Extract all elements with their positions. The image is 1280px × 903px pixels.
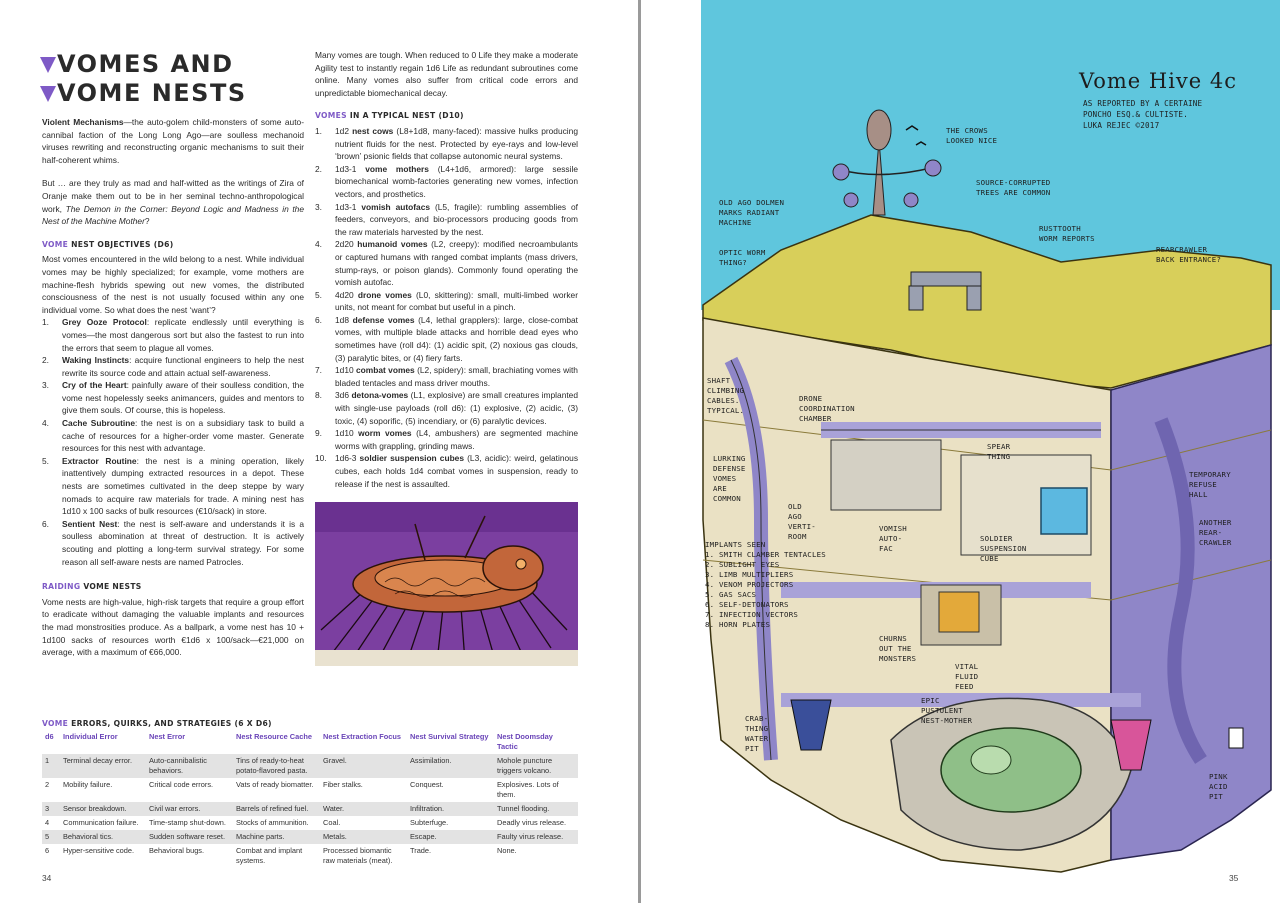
item-number: 9. [315, 428, 322, 439]
implants-list [705, 540, 826, 630]
item-number: 2. [315, 163, 322, 174]
table-cell: Sensor breakdown. [60, 802, 146, 816]
label-line: OPTIC WORM [719, 248, 766, 257]
implant-item: 5. GAS SACS [705, 590, 757, 599]
table-cell: Auto-cannibalistic behaviors. [146, 754, 233, 778]
label-rusttooth [1039, 224, 1095, 244]
dice-count: 2d20 [335, 239, 358, 250]
table-cell: Time-stamp shut-down. [149, 818, 226, 827]
table-cell: 3 [42, 802, 60, 816]
vome-type-name: drone vomes [357, 289, 412, 300]
label-line: REFUSE [1189, 480, 1217, 489]
label-line: SPEAR [987, 442, 1011, 451]
item-number: 4. [315, 239, 322, 250]
objectives-intro: Most vomes encountered in the wild belong to a nest. While individual vomes may be highly specialized; for example, vome mothers are machine-flesh hybrids spewing out new vomes, the distributed consciousness of the nest is not usually focused within any one individual vome. So what does the nest ‘want’? [42, 254, 304, 315]
table-cell: Escape. [407, 830, 494, 844]
errors-heading-rest: ERRORS, QUIRKS, AND STRATEGIES (6 X D6) [68, 719, 272, 728]
table-header-row [42, 730, 578, 754]
table-cell: Faulty virus release. [494, 830, 578, 844]
vome-type-text: (L4, ambushers) are segmented machine worms with grappling, grinding maws. [335, 428, 579, 451]
table-cell: Behavioral tics. [60, 830, 146, 844]
objective-item [42, 455, 304, 518]
item-number: 6. [315, 314, 322, 325]
vome-type-name: nest cows [352, 125, 394, 136]
vome-type-name: detona-vomes [351, 390, 409, 401]
label-line: SUSPENSION [980, 544, 1027, 553]
triangle-bullet-icon [40, 57, 56, 73]
label-line: THE CROWS [946, 126, 988, 135]
table-cell: 5 [42, 830, 60, 844]
label-trees [976, 178, 1050, 198]
table-cell: Behavioral bugs. [149, 846, 205, 855]
label-line: OUT THE [879, 644, 912, 653]
label-line: WORM REPORTS [1039, 234, 1095, 243]
label-line: AGO [788, 512, 802, 521]
label-line: FLUID [955, 672, 979, 681]
raiding-heading [42, 581, 304, 594]
label-line: TEMPORARY [1189, 470, 1231, 479]
item-number: 3. [315, 201, 322, 212]
label-line: ROOM [788, 532, 807, 541]
vome-illustration [315, 502, 578, 666]
label-pink-acid-pit [1209, 772, 1228, 802]
objective-text: : replicate endlessly until everything is vomes—the most dangerous sort but also the fastest to run into the errors that seem to plague all vomes. [62, 317, 304, 353]
label-line: CLIMBING [707, 386, 745, 395]
label-line: REAR- [1199, 528, 1223, 537]
intro-text: —the auto-golem child-monsters of some auto-cannibal faction of the Long Long Ago—are soulless mechanoid viruses rewriting and reconstructing organic mechanisms to suit their half-coherent whims. [42, 117, 304, 165]
label-soldier-cube [980, 534, 1027, 564]
objective-text: : the nest is on a subsidiary task to build a cache of resources for a higher-order vome master. Generate resources for this nest with advantage. [62, 418, 304, 454]
label-line: EPIC [921, 696, 940, 705]
dice-count: 1d10 [335, 428, 359, 439]
vome-type-name: worm vomes [358, 428, 412, 439]
item-number: 10. [315, 453, 327, 464]
objective-item [42, 417, 304, 455]
typical-vome-item [315, 201, 578, 239]
table-cell: Hyper-sensitive code. [63, 846, 135, 855]
label-line: CABLES. [707, 396, 740, 405]
page-title [40, 50, 247, 108]
label-line: THING? [719, 258, 747, 267]
objective-name: Cache Subroutine [62, 418, 136, 429]
label-verti-room [788, 502, 816, 542]
zira-end: ? [144, 216, 150, 227]
table-cell: Communication failure. [63, 818, 139, 827]
typical-vome-item [315, 364, 578, 389]
table-cell: Subterfuge. [410, 818, 449, 827]
zira-paragraph [42, 177, 304, 227]
hive-credit-line: LUKA REJEC ©2017 [1083, 121, 1160, 130]
dice-count: 1d10 [335, 365, 357, 376]
table-cell: Mobility failure. [63, 780, 113, 789]
label-line: COORDINATION [799, 404, 855, 413]
label-line: PIT [745, 744, 759, 753]
label-line: AUTO- [879, 534, 903, 543]
objective-text: : acquire functional engineers to help the nest rewrite its source code and attain actual self-awareness. [62, 355, 304, 378]
label-rearcrawler [1156, 245, 1221, 265]
objectives-heading-accent: VOME [42, 239, 69, 249]
label-lurking [713, 454, 746, 504]
label-line: FEED [955, 682, 974, 691]
vome-type-text: (L5, fragile): rumbling assemblies of feeders, conveyors, and bio-processors producing goods from the raw materials harvested by the nest. [335, 201, 578, 237]
label-line: LURKING [713, 454, 746, 463]
label-line: CRAB- [745, 714, 769, 723]
table-column-header: Individual Error [63, 732, 118, 741]
label-line: REARCRAWLER [1156, 245, 1208, 254]
table-row [42, 844, 578, 868]
typical-vome-item [315, 289, 578, 314]
table-row [42, 830, 578, 844]
dice-count: 1d8 [335, 314, 353, 325]
label-line: MACHINE [719, 218, 752, 227]
implant-item: 8. HORN PLATES [705, 620, 771, 629]
label-line: OLD AGO DOLMEN [719, 198, 785, 207]
dice-count: 1d6-3 [335, 453, 360, 464]
label-crows [946, 126, 997, 146]
intro-lead: Violent Mechanisms [42, 117, 124, 127]
typical-vome-item [315, 389, 578, 427]
label-line: ACID [1209, 782, 1228, 791]
typical-vome-item [315, 125, 578, 163]
vome-type-name: vomish autofacs [361, 201, 431, 212]
label-crab-thing-pit [745, 714, 768, 754]
label-line: LOOKED NICE [946, 136, 998, 145]
page-number-right: 35 [1229, 873, 1239, 883]
vome-type-name: combat vomes [356, 365, 415, 376]
objective-item [42, 518, 304, 568]
table-cell: None. [497, 846, 517, 855]
table-cell: Sudden software reset. [146, 830, 233, 844]
vome-type-text: (L0, skittering): small, multi-limbed worker units, not meant for combat but useful in a pinch. [335, 289, 578, 313]
label-vital-fluid [955, 662, 978, 692]
item-number: 5. [42, 455, 49, 466]
table-cell: Tunnel flooding. [494, 802, 578, 816]
table-cell: Conquest. [410, 780, 444, 789]
objectives-heading [42, 239, 304, 252]
item-number: 1. [42, 317, 49, 328]
label-line: NEST-MOTHER [921, 716, 973, 725]
zira-text: But … are they truly as mad and half-witted as the writings of Zira of Oranje make them out to be in her seminal techno-anthropological work, [42, 178, 304, 214]
table-cell: Tins of ready-to-heat potato-flavored pasta. [233, 754, 320, 778]
table-cell: 1 [42, 754, 60, 778]
typical-heading-rest: IN A TYPICAL NEST (D10) [346, 111, 464, 121]
item-number: 3. [42, 380, 49, 391]
table-cell: Critical code errors. [149, 780, 214, 789]
label-line: CUBE [980, 554, 999, 563]
objective-text: : the nest is self-aware and understands it is a soulless abomination at threat of destruction. It is actively scouting and plotting a long-term survival strategy. For some reason all self-aware nests are named Patrocles. [62, 518, 304, 567]
table-cell: 6 [45, 846, 50, 855]
label-dolmen [719, 198, 784, 228]
label-line: MONSTERS [879, 654, 917, 663]
implant-item: 1. SMITH CLAMBER TENTACLES [705, 550, 826, 559]
implant-item: 2. SUBLIGHT EYES [705, 560, 780, 569]
left-page [0, 0, 638, 903]
dice-count: 1d3-1 [335, 201, 362, 212]
label-line: VITAL [955, 662, 979, 671]
table-body [42, 754, 578, 868]
objective-name: Sentient Nest [62, 518, 118, 529]
table-cell: Civil war errors. [146, 802, 233, 816]
implants-title: IMPLANTS SEEN [705, 540, 766, 549]
label-another-rearcrawler [1199, 518, 1232, 548]
table-cell: Machine parts. [233, 830, 320, 844]
errors-heading-accent: VOME [42, 719, 69, 728]
spider-vome-drawing [315, 502, 578, 666]
label-optic-worm [719, 248, 766, 268]
table-cell: Infiltration. [407, 802, 494, 816]
table-cell: Combat and implant systems. [236, 846, 303, 865]
objective-item [42, 354, 304, 379]
table-cell: Water. [320, 802, 407, 816]
item-number: 7. [315, 365, 322, 376]
dice-count: 1d2 [335, 125, 353, 136]
hive-credit-line: PONCHO ESQ.& CULTISTE. [1083, 110, 1188, 119]
column-left [42, 116, 304, 670]
vome-type-name: defense vomes [352, 314, 415, 325]
table-cell: Explosives. Lots of them. [497, 780, 559, 799]
vome-type-text: (L1, explosive) are small creatures implanted with single-use payloads (roll d6): (1) explosive, (2) acidic, (3) toxic, (4) soporific, (5) incendiary, or (6) paralytic devices. [335, 390, 578, 426]
table-cell: Trade. [410, 846, 432, 855]
hive-title: Vome Hive 4c [1079, 69, 1238, 93]
table-cell: Gravel. [320, 754, 407, 778]
table-cell: Vats of ready biomatter. [236, 780, 314, 789]
page-number-left: 34 [42, 873, 52, 883]
item-number: 1. [315, 125, 322, 136]
table-cell: Assimilation. [407, 754, 494, 778]
table-cell: Metals. [320, 830, 407, 844]
raiding-heading-accent: RAIDING [42, 582, 81, 592]
table-column-header: Nest Survival Strategy [410, 732, 489, 741]
objective-text: : painfully aware of their soulless condition, the vome nest hopelessly seeks animancers, guides and mentors to give them souls. Of course, this is hopeless. [62, 380, 304, 416]
item-number: 6. [42, 518, 49, 529]
label-line: OLD [788, 502, 802, 511]
title-line-2: VOME NESTS [57, 79, 247, 107]
table-cell: Mohole puncture triggers volcano. [494, 754, 578, 778]
errors-table-section [42, 719, 578, 868]
column-right [315, 49, 578, 666]
table-cell: Fiber stalks. [323, 780, 363, 789]
intro-paragraph [42, 116, 304, 166]
label-shaft [707, 376, 744, 416]
title-line-1: VOMES AND [57, 50, 234, 78]
label-line: PUSTULENT [921, 706, 963, 715]
book-title: The Demon in the Corner: Beyond Logic and Madness in the Nest of the Machine Mother [42, 203, 304, 227]
objectives-list [42, 316, 304, 568]
objective-text: : the nest is a mining operation, likely inattentively dumping extracted resources in a depot. These nests are sometimes cultivated in the deep steppe by wary nomads to acquire raw materials for trade. A mining nest has 1d10 x 100 sacks of bulk resources (€10/sack) in store. [62, 455, 304, 517]
table-cell: Stocks of ammunition. [236, 818, 309, 827]
raiding-text: Vome nests are high-value, high-risk targets that require a group effort to eradicate without damaging the valuable implants and resources the mad monstrosities produce. As a ballpark, a vome nest has 10 + 1d100 sacks of resources worth €1d6 x 100/sack—€21,000 on average, with a maximum of €66,000. [42, 596, 304, 658]
table-column-header: Nest Resource Cache [236, 732, 312, 741]
vome-type-name: soldier suspension cubes [359, 453, 465, 464]
vome-type-text: (L3, acidic): weird, gelatinous cubes, each holds 1d4 combat vomes in suspension, ready to release if the nest is assaulted. [335, 453, 579, 489]
errors-table [42, 730, 578, 868]
implant-item: 7. INFECTION VECTORS [705, 610, 798, 619]
vome-type-name: humanoid vomes [357, 239, 428, 250]
vome-type-text: (L8+1d8, many-faced): massive hulks producing nutrient fluids for the nest. Protected by eye-rays and low-level ‘brown’ psionic fields that collapse autonomic neural systems. [335, 125, 578, 162]
triangle-bullet-icon [40, 86, 56, 102]
objectives-heading-rest: NEST OBJECTIVES (D6) [68, 239, 174, 249]
table-cell: 4 [45, 818, 50, 827]
vome-type-name: vome mothers [365, 163, 429, 174]
hive-credit [1083, 98, 1202, 131]
dice-count: 3d6 [335, 390, 352, 401]
table-row [42, 778, 578, 802]
objective-name: Cry of the Heart [62, 380, 127, 391]
label-line: VERTI- [788, 522, 816, 531]
typical-vome-item [315, 452, 578, 490]
label-line: FAC [879, 544, 893, 553]
label-line: SOURCE-CORRUPTED [976, 178, 1051, 187]
table-row [42, 816, 578, 830]
label-line: SHAFT [707, 376, 731, 385]
table-cell: Barrels of refined fuel. [233, 802, 320, 816]
typical-vome-item [315, 314, 578, 364]
label-line: WATER [745, 734, 769, 743]
vome-type-text: (L2, creepy): modified necroambulants or captured humans with ranged combat implants (mass drivers, stump-rays, or poison glands). Commonly found operating the vomish autofac. [335, 239, 578, 288]
right-page [641, 0, 1280, 903]
item-number: 5. [315, 289, 322, 300]
label-nest-mother [921, 696, 972, 726]
hive-credit-line: AS REPORTED BY A CERTAINE [1083, 99, 1203, 108]
label-line: THING [745, 724, 769, 733]
raiding-heading-rest: VOME NESTS [80, 582, 142, 592]
objective-item [42, 379, 304, 417]
vome-type-text: (L4+1d6, armored): large sessile biomechanical womb-factories generating new vomes, infection vectors, and prosthetics. [335, 163, 579, 199]
label-line: TREES ARE COMMON [976, 188, 1051, 197]
vome-hive-cutaway [641, 0, 1280, 903]
label-line: CRAWLER [1199, 538, 1232, 547]
implant-item: 3. LIMB MULTIPLIERS [705, 570, 794, 579]
label-line: COMMON [713, 494, 741, 503]
typical-heading [315, 110, 578, 123]
label-autofac [879, 524, 907, 554]
label-spear-thing [987, 442, 1010, 462]
objective-name: Waking Instincts [62, 355, 130, 366]
label-line: HALL [1189, 490, 1208, 499]
typical-list [315, 125, 578, 490]
objective-name: Grey Ooze Protocol [62, 317, 147, 328]
table-column-header: d6 [45, 732, 54, 741]
label-drone-chamber [799, 394, 855, 424]
table-row [42, 754, 578, 778]
typical-vome-item [315, 427, 578, 452]
label-line: SOLDIER [980, 534, 1013, 543]
label-line: RUSTTOOTH [1039, 224, 1081, 233]
label-line: ANOTHER [1199, 518, 1232, 527]
table-column-header: Nest Error [149, 732, 186, 741]
label-line: CHAMBER [799, 414, 832, 423]
vome-type-text: (L4, lethal grapplers): large, close-combat vomes, with multiple blade attacks and horrible dead eyes who sometimes have (roll d4): (1) acidic spit, (2) noxious gas clouds, (3) paralytic bites, or (4) fiery farts. [335, 314, 578, 363]
dice-count: 1d3-1 [335, 163, 366, 174]
objective-item [42, 316, 304, 354]
label-line: DRONE [799, 394, 823, 403]
label-line: VOMISH [879, 524, 907, 533]
typical-vome-item [315, 238, 578, 288]
implant-item: 4. VENOM PROJECTORS [705, 580, 794, 589]
table-row [42, 802, 578, 816]
table-cell: 2 [45, 780, 50, 789]
label-line: THING [987, 452, 1011, 461]
item-number: 4. [42, 418, 49, 429]
item-number: 8. [315, 390, 322, 401]
typical-vome-item [315, 163, 578, 201]
dice-count: 4d20 [335, 289, 358, 300]
label-line: VOMES [713, 474, 737, 483]
vome-type-text: (L2, spidery): small, brachiating vomes with bladed tentacles and mass driver mouths. [335, 365, 578, 388]
label-line: ARE [713, 484, 727, 493]
typical-heading-accent: VOMES [315, 111, 347, 121]
implants-items [705, 550, 826, 630]
objective-name: Extractor Routine [62, 455, 137, 466]
implant-item: 6. SELF-DETONATORS [705, 600, 789, 609]
label-line: BACK ENTRANCE? [1156, 255, 1222, 264]
label-churns [879, 634, 916, 664]
table-column-header: Nest Extraction Focus [323, 732, 402, 741]
table-cell: Processed biomantic raw materials (meat). [323, 846, 393, 865]
table-cell: Terminal decay error. [60, 754, 146, 778]
table-cell: Deadly virus release. [497, 818, 567, 827]
label-line: MARKS RADIANT [719, 208, 780, 217]
errors-heading [42, 719, 578, 728]
label-line: TYPICAL. [707, 406, 745, 415]
item-number: 2. [42, 355, 49, 366]
label-line: DEFENSE [713, 464, 746, 473]
label-line: PINK [1209, 772, 1228, 781]
toughness-paragraph: Many vomes are tough. When reduced to 0 Life they make a moderate Agility test to instantly regain 1d6 Life as redundant subroutines come online. Many vomes also suffer from critical code errors and unpredictable biomechanical decay. [315, 50, 578, 98]
label-line: PIT [1209, 792, 1223, 801]
table-cell: Coal. [323, 818, 341, 827]
table-column-header: Nest Doomsday Tactic [497, 732, 553, 751]
label-line: CHURNS [879, 634, 907, 643]
label-refuse-hall [1189, 470, 1231, 500]
